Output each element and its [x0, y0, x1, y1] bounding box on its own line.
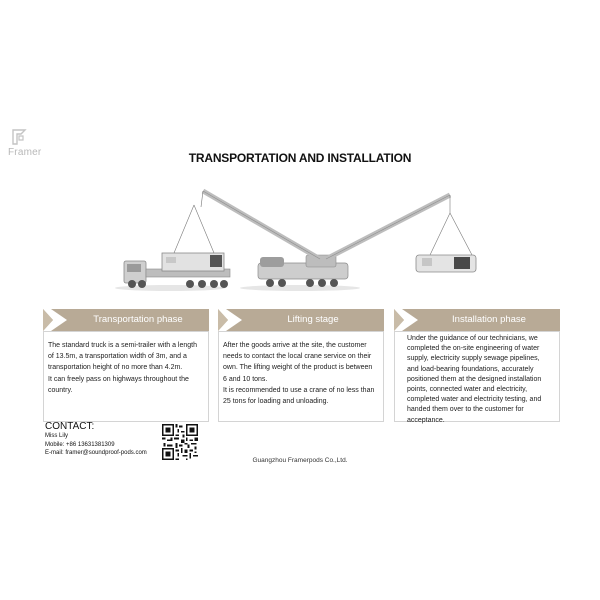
chevron-right-icon	[218, 309, 242, 331]
truck-icon	[124, 205, 230, 288]
qr-code-icon	[162, 424, 198, 460]
contact-block	[45, 421, 147, 458]
company-footer: Guangzhou Framerpods Co.,Ltd.	[252, 457, 348, 464]
phase-paragraph: After the goods arrive at the site, the customer needs to contact the local crane service on their own. The lifting weight of the product is between 6 and 10 tons.	[223, 342, 373, 383]
crane-icon	[201, 191, 450, 287]
contact-mobile: Mobile: +86 13631381309	[45, 441, 115, 448]
phase-label: Installation phase	[452, 314, 526, 325]
phase-paragraph: It can freely pass on highways throughout the country.	[48, 375, 189, 394]
phase-header-lifting	[218, 309, 384, 331]
framer-logo-icon	[10, 128, 30, 146]
phase-label: Transportation phase	[93, 314, 183, 325]
phase-text-box	[394, 331, 560, 422]
chevron-right-icon	[43, 309, 67, 331]
brand-logo-text: Framer	[8, 147, 42, 158]
contact-email[interactable]: E-mail: framer@soundproof-pods.com	[45, 450, 147, 456]
contact-name: Miss Lily	[45, 433, 69, 439]
phase-paragraph: It is recommended to use a crane of no less than 25 tons for loading and unloading.	[223, 386, 375, 406]
transport-crane-illustration	[110, 185, 495, 295]
phase-paragraph: The standard truck is a semi-trailer with a length of 13.5m, a transportation width of 3m, and a transportation height of no more than 4.2m.	[48, 342, 198, 372]
phase-label: Lifting stage	[287, 314, 339, 325]
hanging-pod-icon	[416, 213, 476, 272]
page-title: TRANSPORTATION AND INSTALLATION	[188, 151, 412, 165]
phase-header-transportation	[43, 309, 209, 331]
phase-header-installation	[394, 309, 560, 331]
phase-text-box	[218, 331, 384, 422]
chevron-right-icon	[394, 309, 418, 331]
phase-text-box	[43, 331, 209, 422]
phase-paragraph: Under the guidance of our technicians, we completed the on-site engineering of water supply, electricity supply sewage pipelines, and load-bearing foundations, accurately positioned them at the designed installation points, connected water and electricity, completed water and electricity testing, and handed them over to the customer for acceptance.	[407, 335, 542, 424]
contact-heading: CONTACT:	[45, 421, 95, 432]
